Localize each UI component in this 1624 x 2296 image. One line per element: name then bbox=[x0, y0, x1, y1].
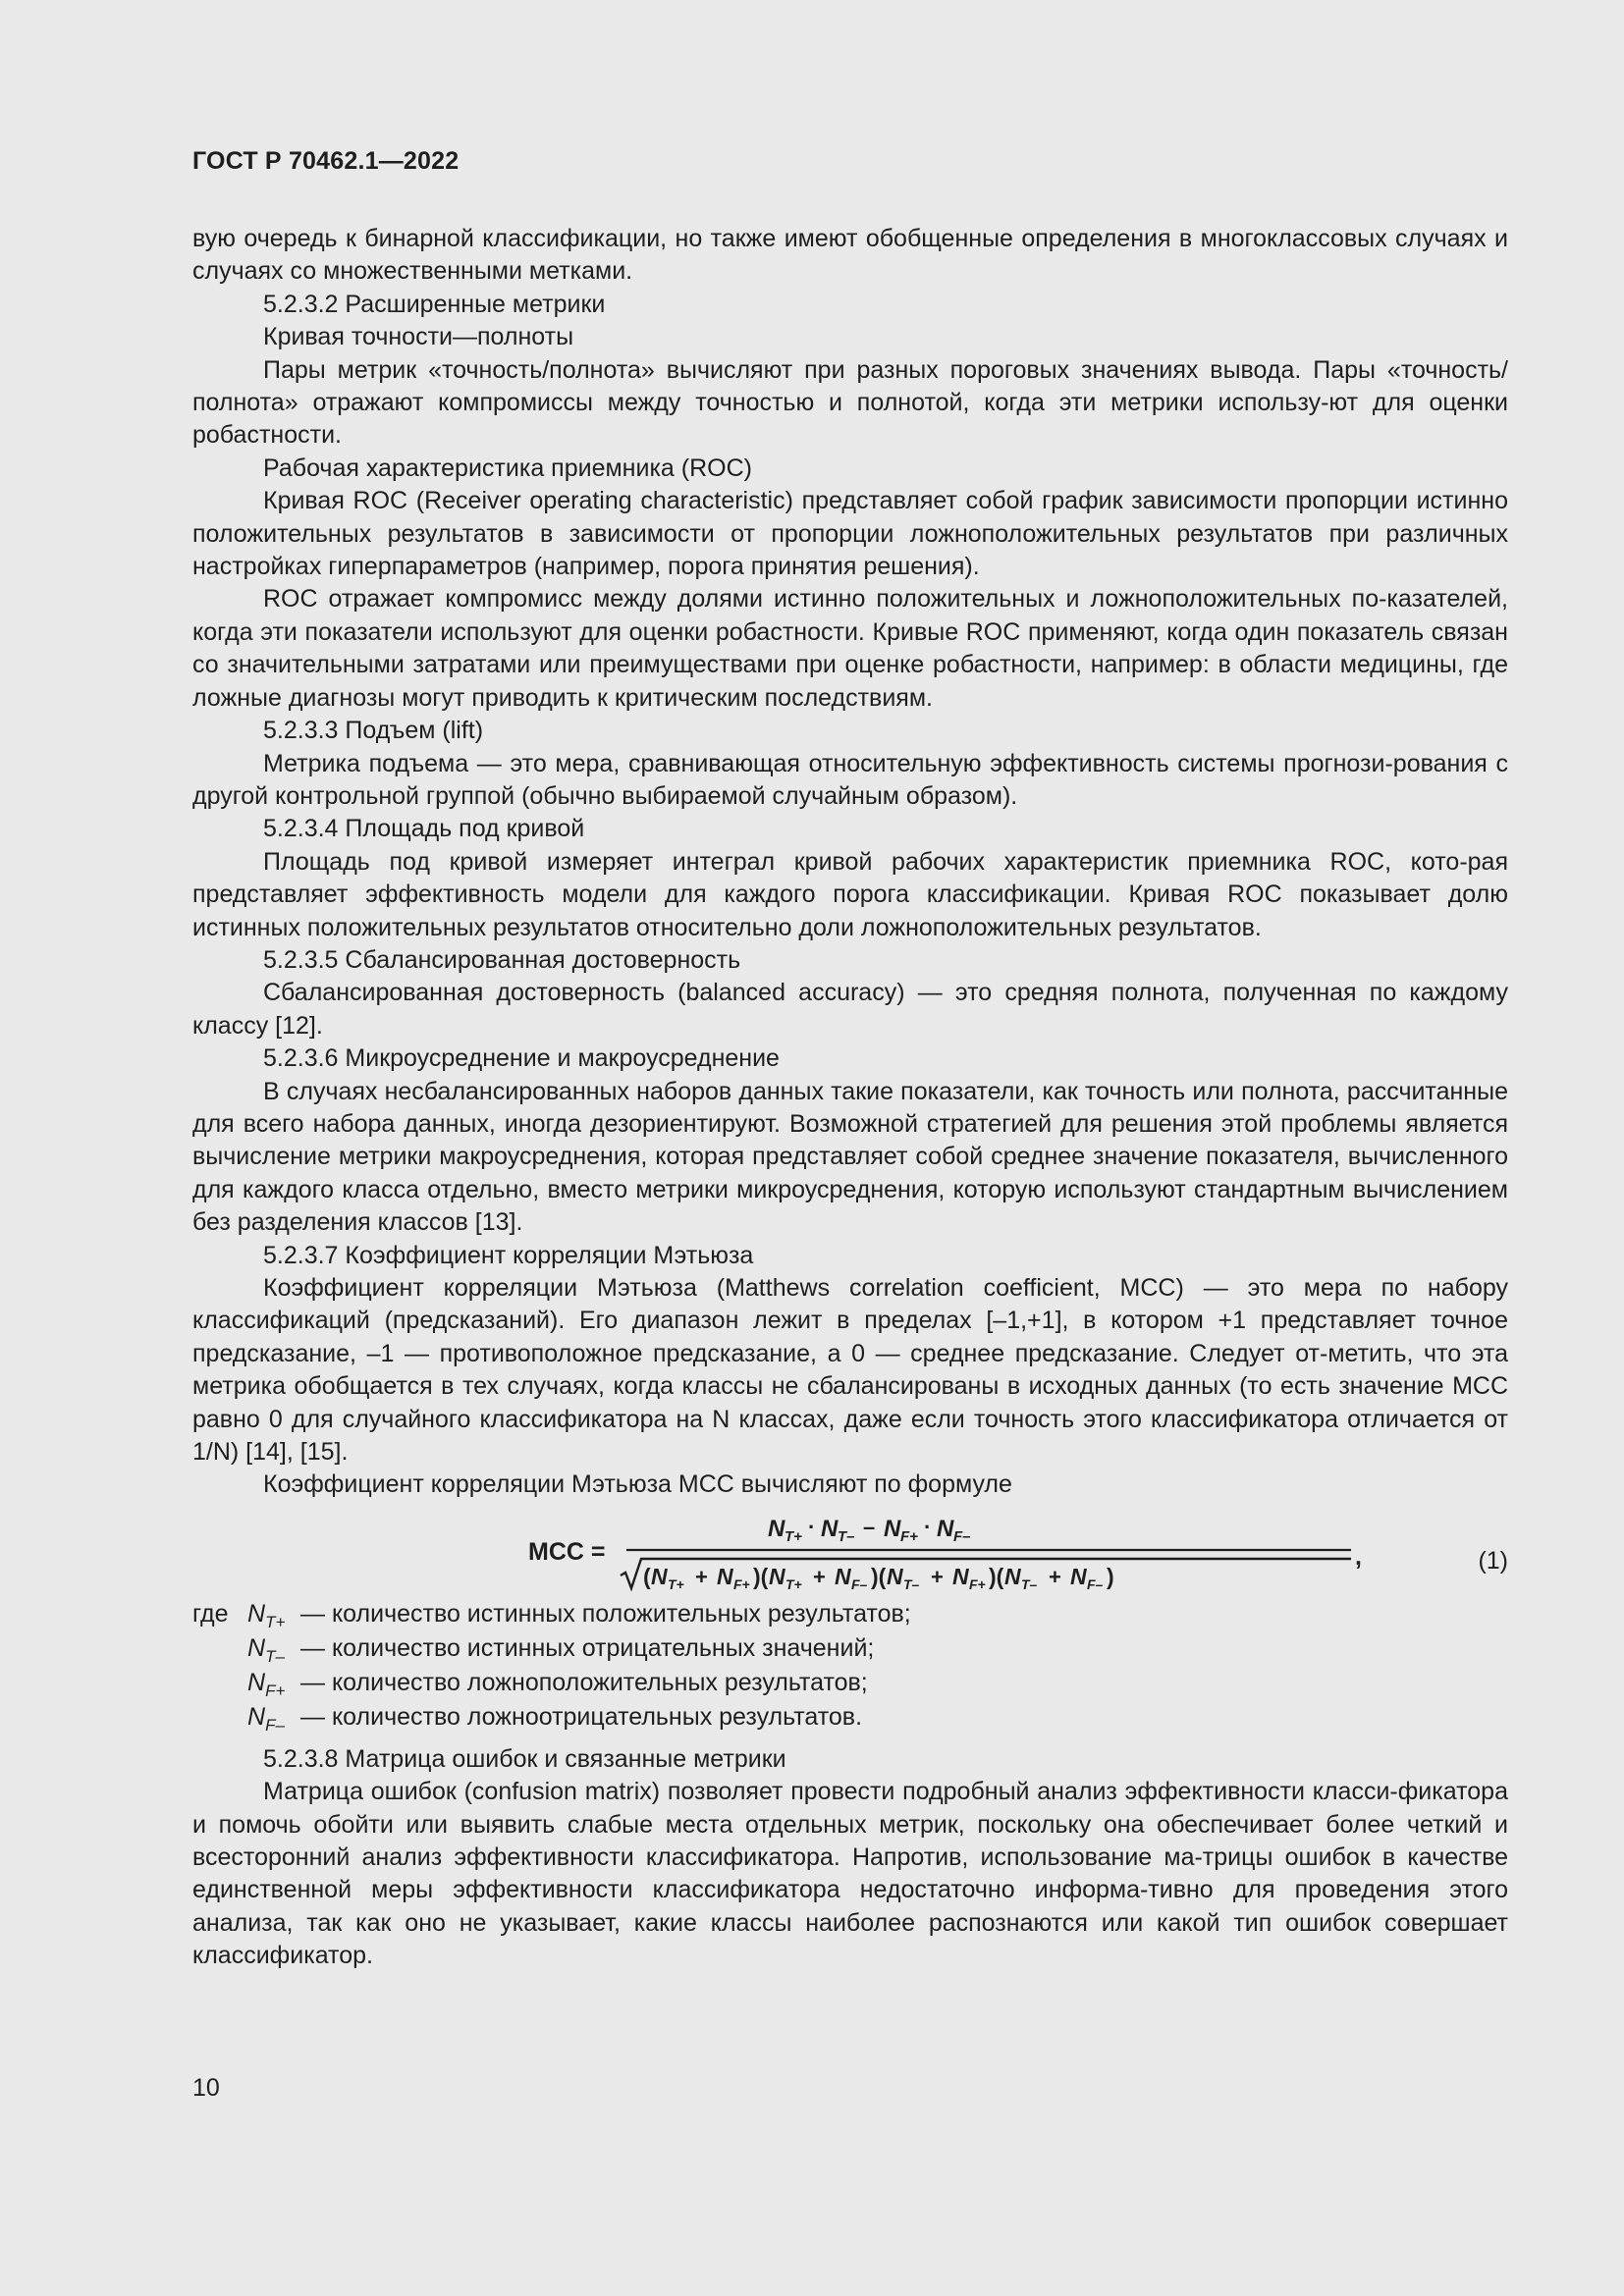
definition-description: — количество ложноотрицательных результатов. bbox=[300, 1702, 863, 1731]
section-heading-5-2-3-7: 5.2.3.7 Коэффициент корреляции Мэтьюза bbox=[263, 1241, 754, 1269]
svg-text:)(: )( bbox=[753, 1563, 769, 1589]
definition-row bbox=[192, 1665, 1508, 1699]
svg-text:T–: T– bbox=[903, 1575, 920, 1592]
page-number: 10 bbox=[192, 2074, 220, 2102]
definition-symbol: $N_{F-}$ bbox=[247, 1702, 285, 1735]
svg-text:N: N bbox=[835, 1563, 851, 1589]
definition-symbol: $N_{F+}$ bbox=[247, 1668, 286, 1700]
svg-text:+: + bbox=[813, 1564, 826, 1589]
formula-variable-definitions bbox=[192, 1596, 1508, 1734]
mcc-formula bbox=[192, 1504, 1508, 1594]
svg-text:T+: T+ bbox=[668, 1575, 684, 1592]
subheading-precision-recall: Кривая точности—полноты bbox=[263, 323, 574, 351]
svg-text:N: N bbox=[1004, 1563, 1021, 1589]
svg-text:T–: T– bbox=[1021, 1575, 1038, 1592]
paragraph-lift: Метрика подъема — это мера, сравнивающая относительную эффективность системы прогнози-рования с другой контрольной группой (обычно выбираемой случайным образом). bbox=[192, 749, 1508, 810]
paragraph-micro-macro: В случаях несбалансированных наборов данных такие показатели, как точность или полнота, рассчитанные для всего набора данных, иногда дезориентируют. Возможной стратегией для решения этой проблемы является вычисление метрики макроусреднения, которая представляет собой среднее значение показателя, вычисленного для каждого класса отдельно, вместо метрики микроусреднения, которую используют стандартным вычислением без разделения классов [13]. bbox=[192, 1077, 1508, 1237]
paragraph-continuation: вую очередь к бинарной классификации, но также имеют обобщенные определения в многоклассовых случаях и случаях со множественными метками. bbox=[192, 225, 1508, 286]
paragraph-confusion-matrix: Матрица ошибок (confusion matrix) позволяет провести подробный анализ эффективности класси-фикатора и помочь обойти или выявить слабые места отдельных метрик, поскольку она обеспечивает более четкий и всесторонний анализ эффективности классификатора. Напротив, использование ма-трицы ошибок в качестве единственной меры эффективности классификатора недостаточно информа-тивно для проведения этого анализа, так как оно не указывает, какие классы наиболее распознаются или какой тип ошибок совершает классификатор. bbox=[192, 1778, 1508, 1970]
num-n4-sub: F– bbox=[953, 1527, 971, 1545]
svg-text:T+: T+ bbox=[785, 1575, 802, 1592]
svg-text:)(: )( bbox=[989, 1563, 1004, 1589]
num-n2: N bbox=[821, 1515, 839, 1542]
mcc-formula-graphic bbox=[528, 1504, 1373, 1594]
svg-text:F+: F+ bbox=[969, 1575, 986, 1592]
paragraph-auc: Площадь под кривой измеряет интеграл кривой рабочих характеристик приемника ROC, кото-рая представляет эффективность модели для каждого порога классификации. Кривая ROC показывает долю истинных положительных результатов относительно доли ложноположительных результатов. bbox=[192, 847, 1508, 941]
paragraph-roc-definition: Кривая ROC (Receiver operating characteristic) представляет собой график зависимости пропорции истинно положительных результатов в зависимости от пропорции ложноположительных результатов при различных настройках гиперпараметров (например, порога принятия решения). bbox=[192, 487, 1508, 581]
equation-number: (1) bbox=[1478, 1546, 1508, 1575]
paragraph-mcc: Коэффициент корреляции Мэтьюза (Matthews correlation coefficient, MCC) — это мера по набору классификаций (предсказаний). Его диапазон лежит в пределах [–1,+1], в котором +1 представляет точное предсказание, –1 — противоположное предсказание, а 0 — среднее предсказание. Следует от-метить, что эта метрика обобщается в тех случаях, когда классы не сбалансированы в исходных данных (то есть значение MCC равно 0 для случайного классификатора на N классах, даже если точность этого классификатора отличается от 1/N) [14], [15]. bbox=[192, 1274, 1508, 1467]
svg-text:+: + bbox=[1049, 1564, 1061, 1589]
section-heading-5-2-3-3: 5.2.3.3 Подъем (lift) bbox=[263, 717, 484, 745]
svg-text:·: · bbox=[808, 1514, 816, 1539]
where-label: где bbox=[192, 1599, 229, 1628]
formula-lhs: MCC = bbox=[528, 1537, 606, 1566]
section-heading-5-2-3-8: 5.2.3.8 Матрица ошибок и связанные метрики bbox=[263, 1744, 786, 1773]
formula-denominator bbox=[643, 1564, 1114, 1592]
formula-numerator bbox=[768, 1515, 971, 1545]
svg-text:N: N bbox=[769, 1563, 785, 1589]
subheading-roc: Рабочая характеристика приемника (ROC) bbox=[263, 454, 752, 482]
definition-row bbox=[192, 1596, 1508, 1630]
num-n1: N bbox=[768, 1515, 785, 1542]
paragraph-balanced-accuracy: Сбалансированная достоверность (balanced accuracy) — это средняя полнота, полученная по каждому классу [12]. bbox=[192, 979, 1508, 1040]
document-body bbox=[192, 223, 1508, 1973]
paragraph-roc-tradeoff: ROC отражает компромисс между долями истинно положительных и ложноположительных по-казателей, когда эти показатели используют для оценки робастности. Кривые ROC применяют, когда один показатель связан со значительными затратами или преимуществами при оценке робастности, например: в области медицины, где ложные диагнозы могут приводить к критическим последствиям. bbox=[192, 585, 1508, 712]
svg-text:F+: F+ bbox=[733, 1575, 750, 1592]
num-n2-sub: T– bbox=[838, 1527, 855, 1545]
paragraph-mcc-formula-intro: Коэффициент корреляции Мэтьюза MCC вычисляют по формуле bbox=[263, 1470, 1012, 1499]
svg-text:,: , bbox=[1355, 1542, 1362, 1571]
svg-text:)(: )( bbox=[871, 1563, 887, 1589]
svg-text:·: · bbox=[924, 1514, 932, 1539]
num-n1-sub: T+ bbox=[785, 1527, 802, 1545]
svg-text:N: N bbox=[651, 1563, 668, 1589]
section-heading-5-2-3-2: 5.2.3.2 Расширенные метрики bbox=[263, 290, 606, 318]
definition-description: — количество истинных отрицательных значений; bbox=[300, 1633, 875, 1662]
definition-description: — количество ложноположительных результатов; bbox=[300, 1668, 868, 1696]
num-n3: N bbox=[884, 1515, 901, 1542]
section-heading-5-2-3-4: 5.2.3.4 Площадь под кривой bbox=[263, 815, 585, 843]
section-heading-5-2-3-5: 5.2.3.5 Сбалансированная достоверность bbox=[263, 945, 741, 974]
svg-text:N: N bbox=[952, 1563, 969, 1589]
definition-description: — количество истинных положительных результатов; bbox=[300, 1599, 911, 1628]
paragraph-precision-recall: Пары метрик «точность/полнота» вычисляют при разных пороговых значениях вывода. Пары «точность/полнота» отражают компромиссы между точностью и полнотой, когда эти метрики использу-ют для оценки робастности. bbox=[192, 355, 1508, 450]
document-code-header: ГОСТ Р 70462.1—2022 bbox=[192, 147, 460, 175]
svg-text:–: – bbox=[863, 1514, 876, 1539]
definition-symbol: $N_{T+}$ bbox=[247, 1599, 286, 1631]
svg-text:): ) bbox=[1107, 1563, 1114, 1589]
svg-text:+: + bbox=[931, 1564, 944, 1589]
num-n4: N bbox=[937, 1515, 954, 1542]
section-heading-5-2-3-6: 5.2.3.6 Микроусреднение и макроусреднение bbox=[263, 1044, 780, 1073]
definition-row bbox=[192, 1699, 1508, 1734]
svg-text:(: ( bbox=[643, 1563, 651, 1589]
svg-text:F–: F– bbox=[851, 1575, 868, 1592]
num-n3-sub: F+ bbox=[900, 1527, 918, 1545]
svg-text:F–: F– bbox=[1087, 1575, 1104, 1592]
svg-text:+: + bbox=[695, 1564, 708, 1589]
definition-symbol: $N_{T-}$ bbox=[247, 1633, 285, 1666]
svg-text:N: N bbox=[887, 1563, 903, 1589]
svg-text:N: N bbox=[1070, 1563, 1087, 1589]
svg-text:N: N bbox=[717, 1563, 733, 1589]
definition-row bbox=[192, 1630, 1508, 1665]
